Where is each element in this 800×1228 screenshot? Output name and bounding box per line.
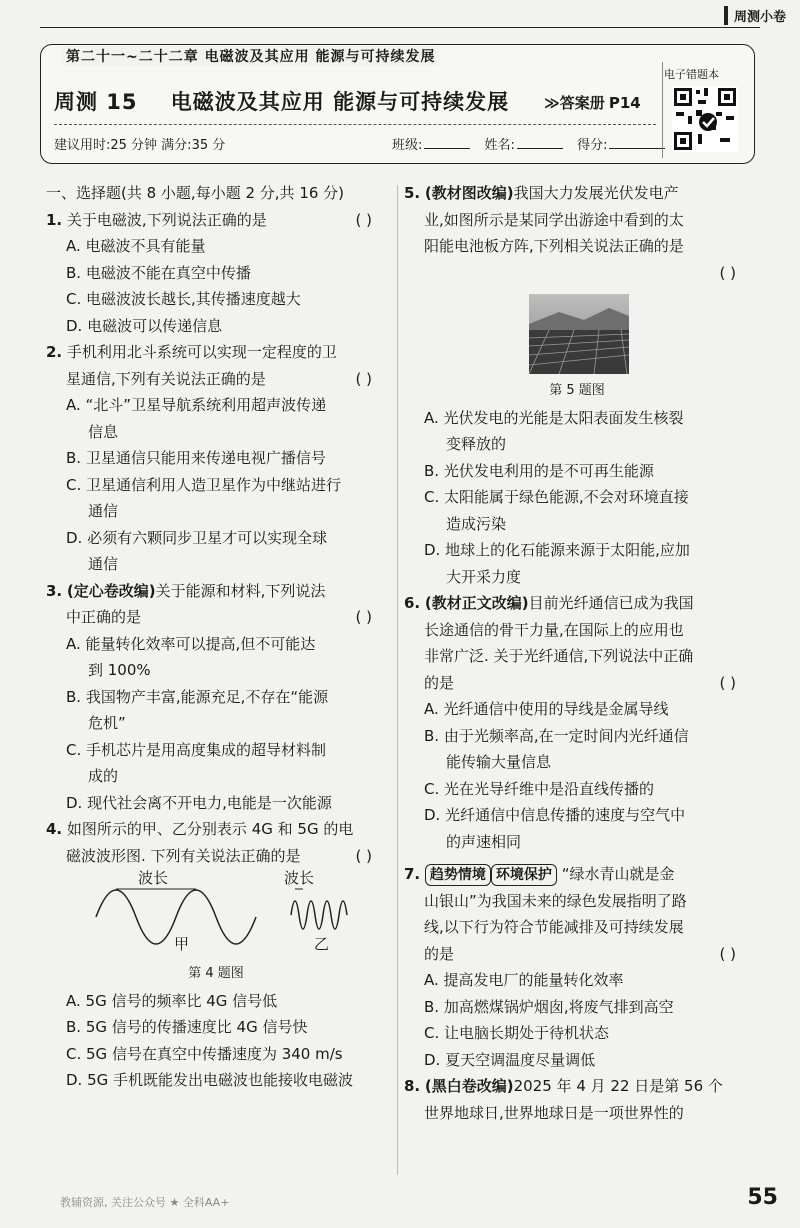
page-title xyxy=(54,86,509,116)
q5-stem-2: 业,如图所示是某同学出游途中看到的太 xyxy=(424,210,684,229)
q5-option-b: B. 光伏发电利用的是不可再生能源 xyxy=(424,461,654,480)
time-hint: 建议用时:25 分钟 满分:35 分 xyxy=(54,138,226,153)
trend-tag: 趋势情境 xyxy=(425,864,491,886)
q1-option-b: B. 电磁波不能在真空中传播 xyxy=(66,263,251,282)
right-column xyxy=(404,180,750,1126)
q7-option-b: B. 加高燃煤锅炉烟囱,将废气排到高空 xyxy=(424,997,674,1016)
q3-option-d: D. 现代社会离不开电力,电能是一次能源 xyxy=(66,793,332,812)
q2-option-c-cont: 通信 xyxy=(88,502,119,520)
q2-stem-2: 星通信,下列有关说法正确的是 ( ) xyxy=(66,369,372,388)
q5-figure xyxy=(404,286,750,378)
q3-stem: 3. (定心卷改编)关于能源和材料,下列说法 xyxy=(46,581,326,600)
q4-figure xyxy=(46,869,386,961)
wave-name-a: 甲 xyxy=(174,935,190,953)
q1-stem: 1. 关于电磁波,下列说法正确的是 ( ) xyxy=(46,210,372,229)
q2-option-b: B. 卫星通信只能用来传递电视广播信号 xyxy=(66,449,326,467)
q2-option-d-cont: 通信 xyxy=(88,555,119,573)
q2-stem: 2. 手机利用北斗系统可以实现一定程度的卫 xyxy=(46,343,337,361)
answer-ref-prefix: ≫答案册 xyxy=(544,94,605,112)
q5-option-a: A. 光伏发电的光能是太阳表面发生核裂 xyxy=(424,408,684,427)
q6-option-b-cont: 能传输大量信息 xyxy=(446,753,552,771)
q6-stem: 6. (教材正文改编)目前光纤通信已成为我国 xyxy=(404,594,694,612)
q8-stem: 8. (黑白卷改编)2025 年 4 月 22 日是第 56 个 xyxy=(404,1077,723,1095)
q4-caption: 第 4 题图 xyxy=(188,966,244,981)
q4-option-d: D. 5G 手机既能发出电磁波也能接收电磁波 xyxy=(66,1071,354,1089)
q1-option-c: C. 电磁波波长越长,其传播速度越大 xyxy=(66,290,301,308)
q5-stem: 5. (教材图改编)我国大力发展光伏发电产 xyxy=(404,184,679,202)
wave-label-b: 波长 xyxy=(284,869,315,887)
environment-tag: 环境保护 xyxy=(491,864,557,886)
q6-option-d: D. 光纤通信中信息传播的速度与空气中 xyxy=(424,806,686,824)
q5-option-a-cont: 变释放的 xyxy=(446,435,507,453)
name-label: 姓名: xyxy=(484,138,515,153)
wave-label-a: 波长 xyxy=(138,869,169,887)
student-fields xyxy=(392,134,675,153)
q3-option-c: C. 手机芯片是用高度集成的超导材料制 xyxy=(66,740,327,759)
q7-option-d: D. 夏天空调温度尽量调低 xyxy=(424,1050,596,1069)
q4-option-a: A. 5G 信号的频率比 4G 信号低 xyxy=(66,991,278,1010)
section-heading: 一、选择题(共 8 小题,每小题 2 分,共 16 分) xyxy=(46,184,345,202)
class-label: 班级: xyxy=(392,138,423,153)
q5-option-d: D. 地球上的化石能源来源于太阳能,应加 xyxy=(424,541,690,559)
score-label: 得分: xyxy=(577,138,608,153)
q3-option-a: A. 能量转化效率可以提高,但不可能达 xyxy=(66,634,316,653)
q4-option-b: B. 5G 信号的传播速度比 4G 信号快 xyxy=(66,1018,308,1036)
q6-stem-2: 长途通信的骨干力量,在国际上的应用也 xyxy=(424,620,684,639)
q1-option-a: A. 电磁波不具有能量 xyxy=(66,237,206,255)
top-rule xyxy=(40,27,760,28)
top-tag: 周测小卷 xyxy=(724,6,786,25)
q5-option-c-cont: 造成污染 xyxy=(446,514,507,533)
q7-option-a: A. 提高发电厂的能量转化效率 xyxy=(424,971,624,989)
q3-option-c-cont: 成的 xyxy=(88,767,119,785)
solar-panel-photo xyxy=(529,294,629,374)
chapter-title: 第二十一~二十二章 电磁波及其应用 能源与可持续发展 xyxy=(62,46,439,66)
q5-stem-3: 阳能电池板方阵,下列相关说法正确的是 xyxy=(424,237,684,255)
q5-option-d-cont: 大开采力度 xyxy=(446,567,522,586)
q2-option-a-cont: 信息 xyxy=(88,422,119,441)
q7-stem-2: 山银山”为我国未来的绿色发展指明了路 xyxy=(424,891,687,910)
q4-stem: 4. 如图所示的甲、乙分别表示 4G 和 5G 的电 xyxy=(46,820,354,838)
q6-option-a: A. 光纤通信中使用的导线是金属导线 xyxy=(424,700,669,718)
class-field[interactable] xyxy=(424,148,470,149)
column-divider xyxy=(397,185,398,1175)
q6-option-b: B. 由于光频率高,在一定时间内光纤通信 xyxy=(424,726,689,745)
q2-option-a: A. “北斗”卫星导航系统利用超声波传递 xyxy=(66,396,327,414)
q5-option-c: C. 太阳能属于绿色能源,不会对环境直接 xyxy=(424,488,689,506)
qr-label: 电子错题本 xyxy=(664,68,719,81)
q2-option-d: D. 必须有六颗同步卫星才可以实现全球 xyxy=(66,528,328,547)
answer-ref-page: P14 xyxy=(608,94,641,112)
q4-stem-2: 磁波波形图. 下列有关说法正确的是 ( ) xyxy=(66,846,372,865)
q5-caption: 第 5 题图 xyxy=(549,383,605,398)
name-field[interactable] xyxy=(517,148,563,149)
q3-option-b-cont: 危机” xyxy=(88,714,126,732)
q4-option-c: C. 5G 信号在真空中传播速度为 340 m/s xyxy=(66,1044,343,1063)
page-number: 55 xyxy=(747,1185,778,1210)
answer-ref xyxy=(544,92,641,113)
q6-option-c: C. 光在光导纤维中是沿直线传播的 xyxy=(424,779,655,798)
q7-option-c: C. 让电脑长期处于待机状态 xyxy=(424,1024,610,1042)
q3-option-a-cont: 到 100% xyxy=(88,661,151,679)
q3-option-b: B. 我国物产丰富,能源充足,不存在“能源 xyxy=(66,687,329,706)
q1-option-d: D. 电磁波可以传递信息 xyxy=(66,316,223,335)
q6-stem-3: 非常广泛. 关于光纤通信,下列说法中正确 xyxy=(424,647,694,665)
week-label: 周测 15 xyxy=(54,90,138,114)
score-field[interactable] xyxy=(609,148,665,149)
q6-option-d-cont: 的声速相同 xyxy=(446,832,522,851)
q2-option-c: C. 卫星通信利用人造卫星作为中继站进行 xyxy=(66,475,342,494)
left-column xyxy=(46,180,386,1094)
waveform-figure xyxy=(46,869,386,961)
footer-text: 教辅资源, 关注公众号 ★ 全科AA+ xyxy=(60,1196,230,1209)
q7-stem-4: 的是 ( ) xyxy=(424,944,736,963)
title-text: 电磁波及其应用 能源与可持续发展 xyxy=(170,90,510,114)
q7-stem: 7. 趋势情境 环境保护 “绿水青山就是金 xyxy=(404,861,750,888)
qr-code-icon[interactable] xyxy=(672,86,738,152)
meta-divider xyxy=(54,124,656,125)
q3-stem-2: 中正确的是 ( ) xyxy=(66,608,372,626)
q5-paren-line: ( ) xyxy=(719,263,736,282)
q7-stem-3: 线,以下行为符合节能减排及可持续发展 xyxy=(424,918,684,936)
q8-stem-2: 世界地球日,世界地球日是一项世界性的 xyxy=(424,1103,684,1122)
wave-name-b: 乙 xyxy=(314,935,330,953)
q6-stem-4: 的是 ( ) xyxy=(424,673,736,692)
